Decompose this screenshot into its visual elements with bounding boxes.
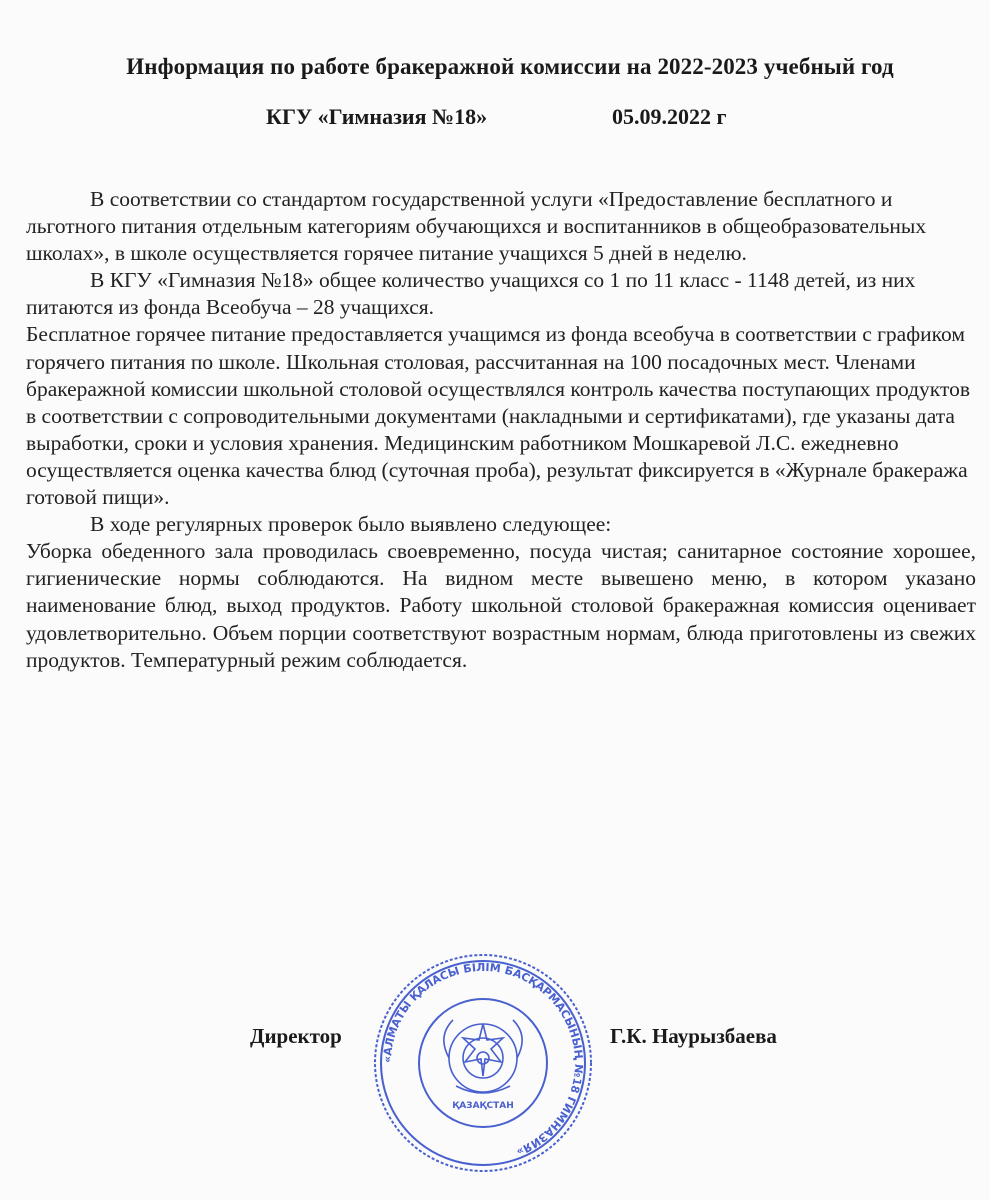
signature-name: Г.К. Наурызбаева — [610, 1024, 777, 1048]
paragraph-inspection-intro: В ходе регулярных проверок было выявлено следующее: — [90, 512, 612, 537]
paragraph-inspection-results: Уборка обеденного зала проводилась своевременно, посуда чистая; санитарное состояние хорошее, гигиенические нормы соблюдаются. На видном месте вывешено меню, в котором указано наименование блюд, выход продуктов. Работу школьной столовой бракеражная комиссия оценивает удовлетворительно. Объем порции соответствуют возрастным нормам, блюда приготовлены из свежих продуктов. Температурный режим соблюдается. — [26, 539, 976, 672]
document-title: Информация по работе бракеражной комиссии на 2022-2023 учебный год — [126, 54, 894, 79]
paragraph-free-meals: Бесплатное горячее питание предоставляется учащимся из фонда всеобуча в соответствии с графиком горячего питания по школе. Школьная столовая, рассчитанная на 100 посадочных мест. Членами бракеражной комиссии школьной столовой осуществлялся контроль качества поступающих продуктов в соответствии с сопроводительными документами (накладными и сертификатами), где указаны дата выработки, сроки и условия хранения. Медицинским работником Мошкаревой Л.С. ежедневно осуществляется оценка качества блюд (суточная проба), результат фиксируется в «Журнале бракеража готовой пищи». — [26, 322, 970, 510]
stamp-outer-ring — [375, 955, 591, 1171]
signature-role: Директор — [250, 1024, 342, 1048]
emblem — [444, 1020, 522, 1093]
stamp-outer-text: «АЛМАТЫ ҚАЛАСЫ БІЛІМ БАСҚАРМАСЫНЫҢ №18 ГИМНАЗИЯ» — [380, 960, 586, 1159]
document-body — [26, 186, 976, 674]
stamp-inner-text: ҚАЗАҚСТАН — [452, 1101, 514, 1111]
official-stamp-icon — [366, 948, 600, 1178]
paragraph-standard: В соответствии со стандартом государственной услуги «Предоставление бесплатного и льготного питания отдельным категориям обучающихся и воспитанников в общеобразовательных школах», в школе осуществляется горячее питание учащихся 5 дней в неделю. — [26, 187, 927, 266]
paragraph-student-count: В КГУ «Гимназия №18» общее количество учащихся со 1 по 11 класс - 1148 детей, из них питаются из фонда Всеобуча – 28 учащихся. — [26, 268, 916, 320]
document-date: 05.09.2022 г — [612, 104, 727, 129]
organization-name: КГУ «Гимназия №18» — [266, 104, 488, 129]
